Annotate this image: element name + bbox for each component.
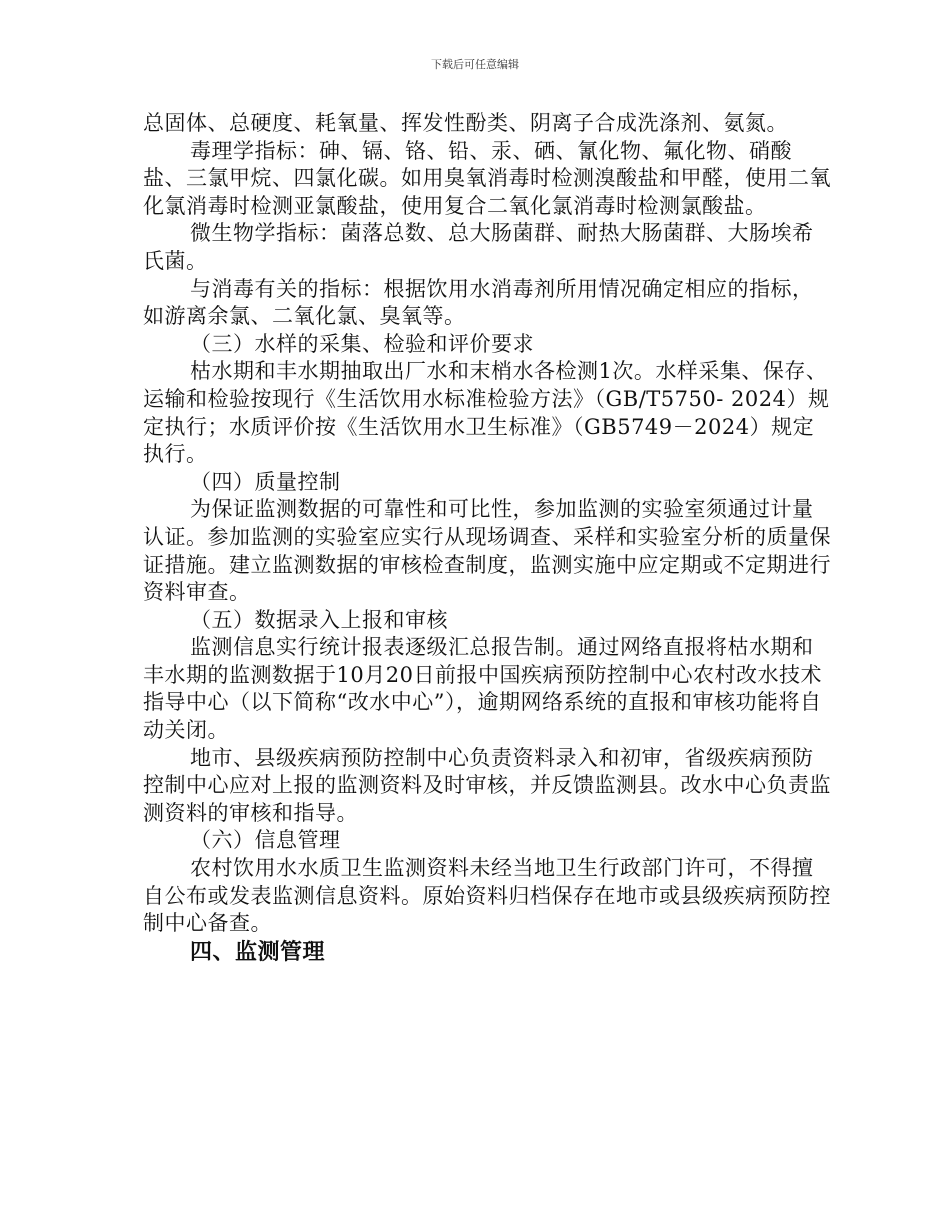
subheading-quality-control: （四）质量控制 — [190, 469, 341, 494]
document-body — [143, 110, 833, 968]
page-header: 下载后可任意编辑 — [431, 58, 519, 71]
paragraph-information-management: 农村饮用水水质卫生监测资料未经当地卫生行政部门许可，不得擅自公布或发表监测信息资料。原始资料归档保存在地市或县级疾病预防控制中心备查。 — [143, 856, 831, 936]
paragraph-data-review: 地市、县级疾病预防控制中心负责资料录入和初审，省级疾病预防控制中心应对上报的监测资料及时审核，并反馈监测县。改水中心负责监测资料的审核和指导。 — [143, 745, 831, 825]
subheading-data-reporting: （五）数据录入上报和审核 — [190, 607, 448, 632]
subheading-information-management: （六）信息管理 — [190, 828, 341, 853]
section-title-monitoring-management: 四、监测管理 — [190, 939, 326, 965]
paragraph-microbiology-indicators: 微生物学指标：菌落总数、总大肠菌群、耐热大肠菌群、大肠埃希氏菌。 — [143, 221, 814, 273]
subheading-sampling: （三）水样的采集、检验和评价要求 — [190, 331, 534, 356]
paragraph-quality-control: 为保证监测数据的可靠性和可比性，参加监测的实验室须通过计量认证。参加监测的实验室应实行从现场调查、采样和实验室分析的质量保证措施。建立监测数据的审核检查制度，监测实施中应定期或不定期进行资料审查。 — [143, 497, 831, 605]
paragraph-toxicology-indicators: 毒理学指标：砷、镉、铬、铅、汞、硒、氰化物、氟化物、硝酸盐、三氯甲烷、四氯化碳。如用臭氧消毒时检测溴酸盐和甲醛，使用二氧化氯消毒时检测亚氯酸盐，使用复合二氧化氯消毒时检测氯酸盐。 — [143, 138, 831, 218]
paragraph-data-reporting: 监测信息实行统计报表逐级汇总报告制。通过网络直报将枯水期和丰水期的监测数据于10月20日前报中国疾病预防控制中心农村改水技术指导中心（以下简称“改水中心”），逾期网络系统的直报和审核功能将自动关闭。 — [143, 635, 822, 743]
paragraph-disinfection-indicators: 与消毒有关的指标：根据饮用水消毒剂所用情况确定相应的指标，如游离余氯、二氧化氯、臭氧等。 — [143, 276, 814, 329]
paragraph-sampling: 枯水期和丰水期抽取出厂水和末梢水各检测1次。水样采集、保存、运输和检验按现行《生活饮用水标准检验方法》（GB/T5750- 2024）规定执行；水质评价按《生活饮用水卫生标准》（GB5749－2024）规定执行。 — [143, 359, 830, 467]
paragraph-continuation: 总固体、总硬度、耗氧量、挥发性酚类、阴离子合成洗涤剂、氨氮。 — [143, 111, 788, 135]
